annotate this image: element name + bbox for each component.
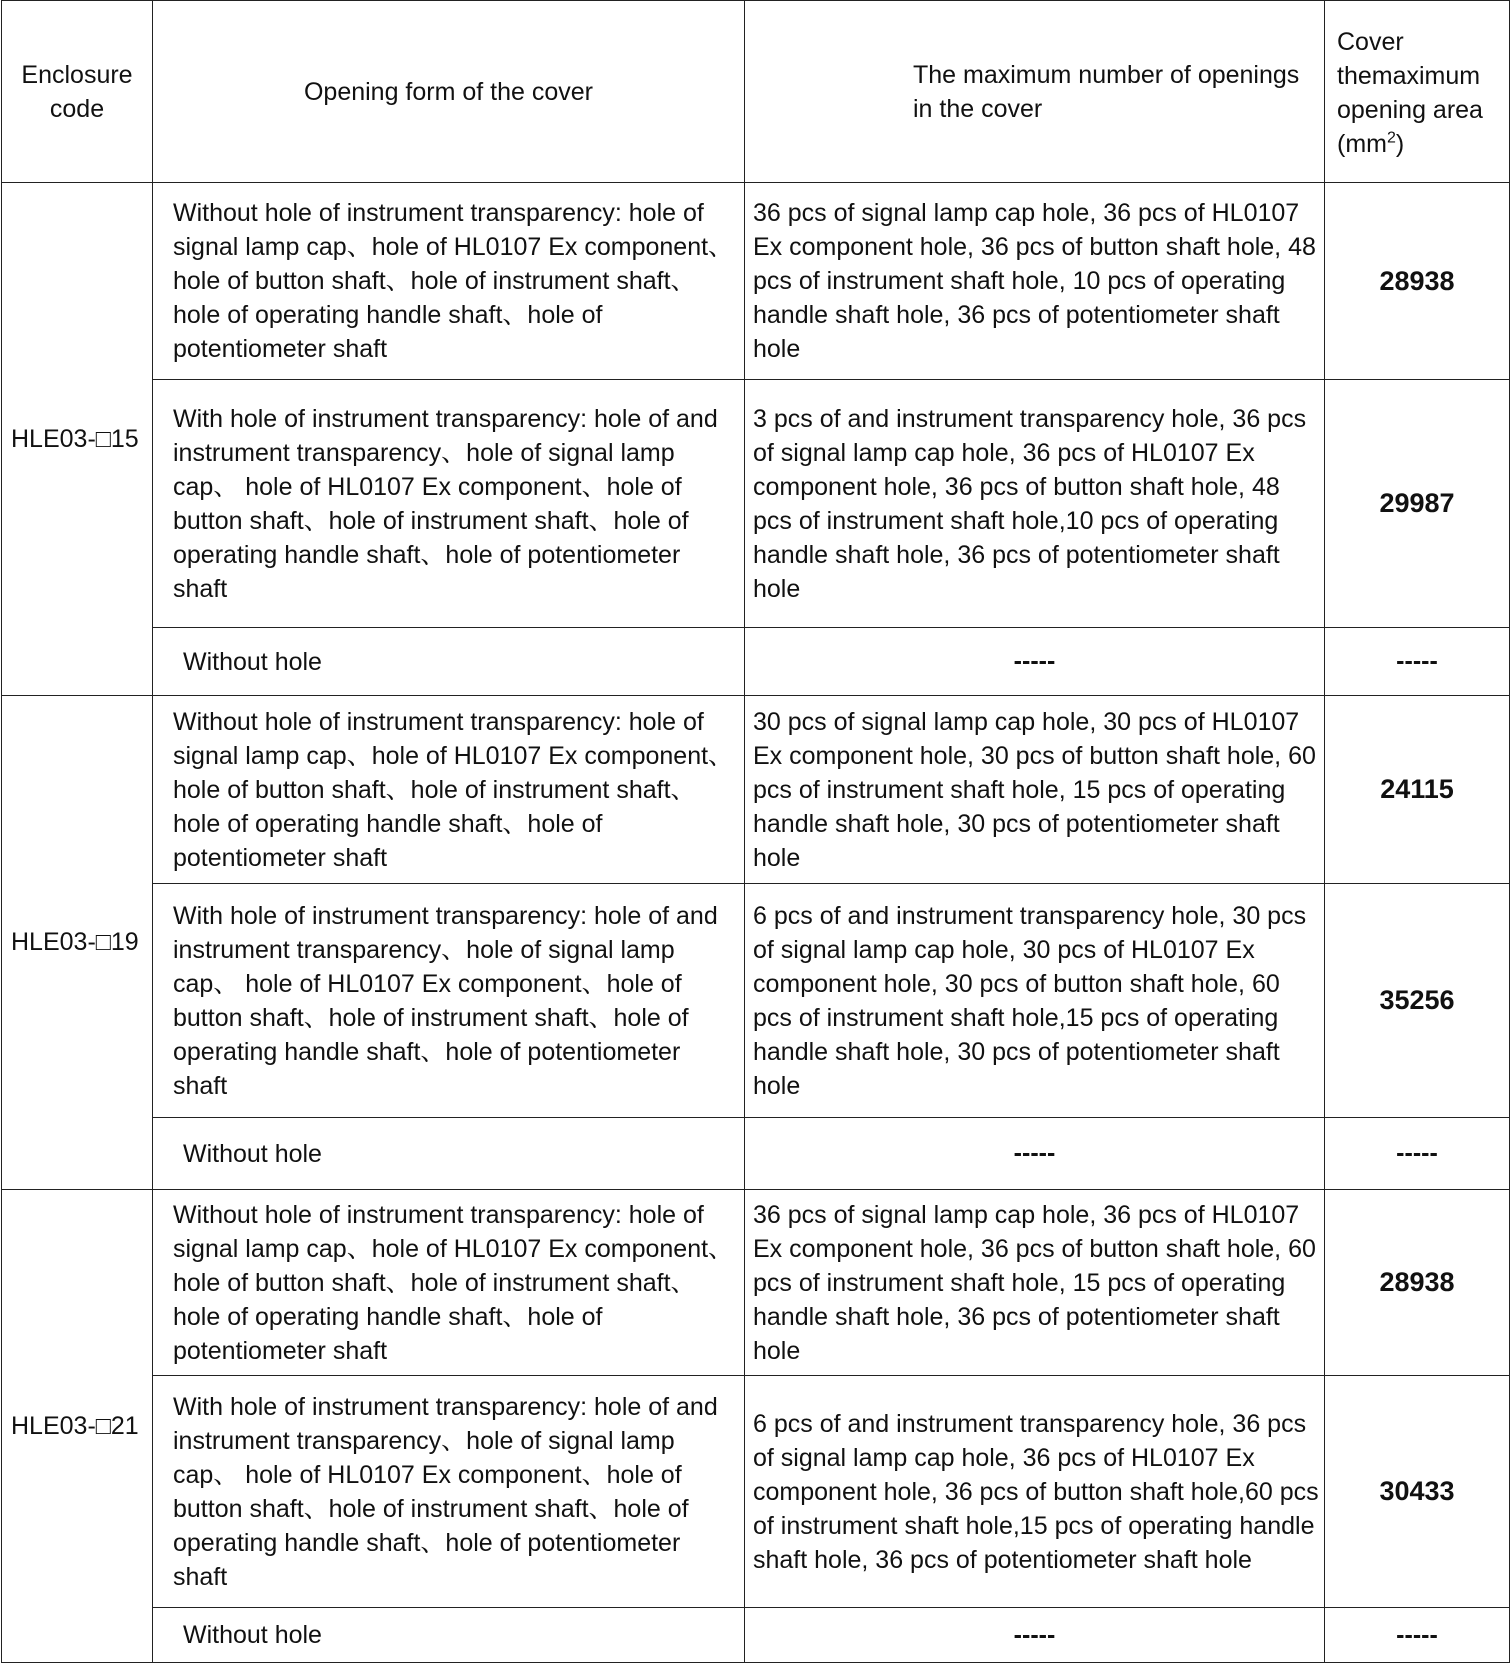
max-area-cell: 24115 <box>1325 696 1510 884</box>
opening-form-cell: Without hole of instrument transparency: hole of signal lamp cap、hole of HL0107 Ex component、hole of button shaft、hole of instrument shaft、hole of operating handle shaft、hole of potentiometer shaft <box>153 696 745 884</box>
enclosure-code-cell: HLE03-□21 <box>2 1190 153 1663</box>
table-row <box>2 183 1510 380</box>
max-number-cell: ----- <box>745 1608 1325 1663</box>
max-number-cell: 36 pcs of signal lamp cap hole, 36 pcs of HL0107 Ex component hole, 36 pcs of button shaft hole, 60 pcs of instrument shaft hole, 15 pcs of operating handle shaft hole, 36 pcs of potentiometer shaft hole <box>745 1190 1325 1376</box>
opening-form-cell: With hole of instrument transparency: hole of and instrument transparency、hole of signal lamp cap、 hole of HL0107 Ex component、hole of button shaft、hole of instrument shaft、hole of operating handle shaft、hole of potentiometer shaft <box>153 884 745 1118</box>
header-max-area-close: ) <box>1395 129 1405 158</box>
max-area-cell: 28938 <box>1325 183 1510 380</box>
opening-form-cell: With hole of instrument transparency: hole of and instrument transparency、hole of signal lamp cap、 hole of HL0107 Ex component、hole of button shaft、hole of instrument shaft、hole of operating handle shaft、hole of potentiometer shaft <box>153 1376 745 1608</box>
header-enclosure-code: Enclosure code <box>2 1 153 183</box>
max-area-cell: ----- <box>1325 1118 1510 1190</box>
header-max-area-text: Cover themaximum opening area (mm <box>1337 27 1483 158</box>
enclosure-code-cell: HLE03-□15 <box>2 183 153 696</box>
table-row <box>2 1118 1510 1190</box>
max-number-cell: 3 pcs of and instrument transparency hole, 36 pcs of signal lamp cap hole, 36 pcs of HL0107 Ex component hole, 36 pcs of button shaft hole, 48 pcs of instrument shaft hole,10 pcs of operating handle shaft hole, 36 pcs of potentiometer shaft hole <box>745 380 1325 628</box>
header-row <box>2 1 1510 183</box>
opening-form-cell: Without hole <box>153 1118 745 1190</box>
max-area-cell: 30433 <box>1325 1376 1510 1608</box>
max-area-cell: ----- <box>1325 1608 1510 1663</box>
header-max-area-sup: 2 <box>1386 129 1396 147</box>
table-row <box>2 884 1510 1118</box>
max-number-cell: ----- <box>745 1118 1325 1190</box>
table-row <box>2 380 1510 628</box>
opening-form-cell: With hole of instrument transparency: hole of and instrument transparency、hole of signal lamp cap、 hole of HL0107 Ex component、hole of button shaft、hole of instrument shaft、hole of operating handle shaft、hole of potentiometer shaft <box>153 380 745 628</box>
max-area-cell: ----- <box>1325 628 1510 696</box>
header-max-area <box>1325 1 1510 183</box>
opening-form-cell: Without hole of instrument transparency: hole of signal lamp cap、hole of HL0107 Ex component、hole of button shaft、hole of instrument shaft、hole of operating handle shaft、hole of potentiometer shaft <box>153 183 745 380</box>
table-row <box>2 1190 1510 1376</box>
opening-form-cell: Without hole <box>153 1608 745 1663</box>
max-area-cell: 29987 <box>1325 380 1510 628</box>
cover-openings-table <box>1 0 1510 1663</box>
enclosure-code-cell: HLE03-□19 <box>2 696 153 1190</box>
table-row <box>2 1608 1510 1663</box>
max-number-cell: 36 pcs of signal lamp cap hole, 36 pcs of HL0107 Ex component hole, 36 pcs of button shaft hole, 48 pcs of instrument shaft hole, 10 pcs of operating handle shaft hole, 36 pcs of potentiometer shaft hole <box>745 183 1325 380</box>
table-row <box>2 1376 1510 1608</box>
header-max-number: The maximum number of openings in the cover <box>745 1 1325 183</box>
max-area-cell: 35256 <box>1325 884 1510 1118</box>
max-number-cell: ----- <box>745 628 1325 696</box>
max-number-cell: 6 pcs of and instrument transparency hole, 36 pcs of signal lamp cap hole, 36 pcs of HL0107 Ex component hole, 36 pcs of button shaft hole,60 pcs of instrument shaft hole,15 pcs of operating handle shaft hole, 36 pcs of potentiometer shaft hole <box>745 1376 1325 1608</box>
opening-form-cell: Without hole <box>153 628 745 696</box>
header-opening-form: Opening form of the cover <box>153 1 745 183</box>
table-row <box>2 628 1510 696</box>
max-number-cell: 30 pcs of signal lamp cap hole, 30 pcs of HL0107 Ex component hole, 30 pcs of button shaft hole, 60 pcs of instrument shaft hole, 15 pcs of operating handle shaft hole, 30 pcs of potentiometer shaft hole <box>745 696 1325 884</box>
opening-form-cell: Without hole of instrument transparency: hole of signal lamp cap、hole of HL0107 Ex component、hole of button shaft、hole of instrument shaft、hole of operating handle shaft、hole of potentiometer shaft <box>153 1190 745 1376</box>
max-area-cell: 28938 <box>1325 1190 1510 1376</box>
table-row <box>2 696 1510 884</box>
max-number-cell: 6 pcs of and instrument transparency hole, 30 pcs of signal lamp cap hole, 30 pcs of HL0107 Ex component hole, 30 pcs of button shaft hole, 60 pcs of instrument shaft hole,15 pcs of operating handle shaft hole, 30 pcs of potentiometer shaft hole <box>745 884 1325 1118</box>
